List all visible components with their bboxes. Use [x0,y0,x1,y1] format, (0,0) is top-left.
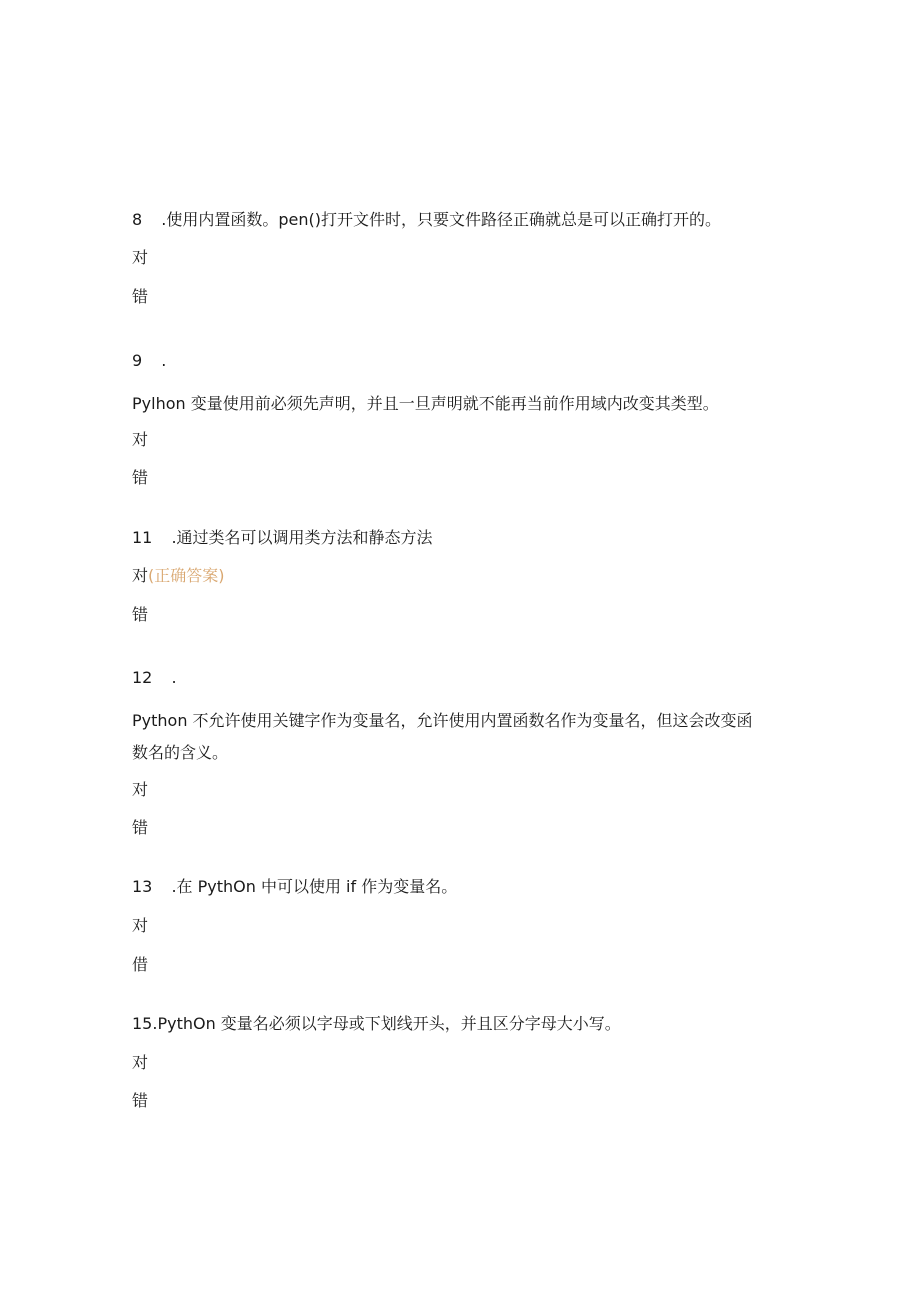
question-text: Pylhon 变量使用前必须先声明，并且一旦声明就不能再当前作用域内改变其类型。 [132,394,719,413]
question-number: 11 [132,528,153,547]
question-text-line-2 [132,743,228,763]
option-label: 错 [132,605,149,624]
option-label: 错 [132,468,149,487]
option-label: 错 [132,818,149,837]
option-label: 借 [132,955,149,974]
option-label: 错 [132,1091,149,1110]
question-text: 数名的含义。 [132,743,229,762]
question-12 [132,668,177,688]
question-8 [132,210,721,230]
option-true[interactable] [132,248,148,268]
option-false[interactable] [132,1091,148,1111]
question-text: PythOn 变量名必须以字母或下划线开头，并且区分字母大小写。 [157,1014,621,1033]
question-number: 12 [132,668,153,687]
option-false[interactable] [132,605,148,625]
question-11 [132,528,433,548]
question-number: 13 [132,877,153,896]
question-text: 通过类名可以调用类方法和静态方法 [176,528,433,547]
option-label: 错 [132,287,149,306]
question-separator: . [156,351,167,370]
option-label: 对 [132,1053,149,1072]
question-9 [132,351,166,371]
option-label: 对 [132,916,149,935]
option-false[interactable] [132,818,148,838]
option-true[interactable] [132,1053,148,1073]
question-number: 15. [132,1014,158,1033]
question-number: 8 [132,210,143,229]
option-true[interactable] [132,916,148,936]
option-label: 对 [132,430,149,449]
question-separator: . [156,210,167,229]
option-label: 对 [132,248,149,267]
question-text-line-1 [132,711,753,731]
option-false[interactable] [132,955,148,975]
option-false[interactable] [132,287,148,307]
question-text: Python 不允许使用关键字作为变量名，允许使用内置函数名作为变量名，但这会改变函 [132,711,753,730]
option-label: 对 [132,566,149,585]
option-false[interactable] [132,468,148,488]
option-true[interactable] [132,780,148,800]
question-separator: . [166,877,177,896]
question-text [132,394,719,414]
question-13 [132,877,457,897]
option-label: 对 [132,780,149,799]
option-true[interactable] [132,430,148,450]
question-separator: . [166,528,177,547]
question-15 [132,1014,621,1034]
correct-answer-note: (正确答案) [148,566,225,585]
question-number: 9 [132,351,143,370]
option-true[interactable] [132,566,225,586]
question-text: 使用内置函数。pen()打开文件时，只要文件路径正确就总是可以正确打开的。 [166,210,721,229]
question-separator: . [166,668,177,687]
question-text: 在 PythOn 中可以使用 if 作为变量名。 [176,877,458,896]
